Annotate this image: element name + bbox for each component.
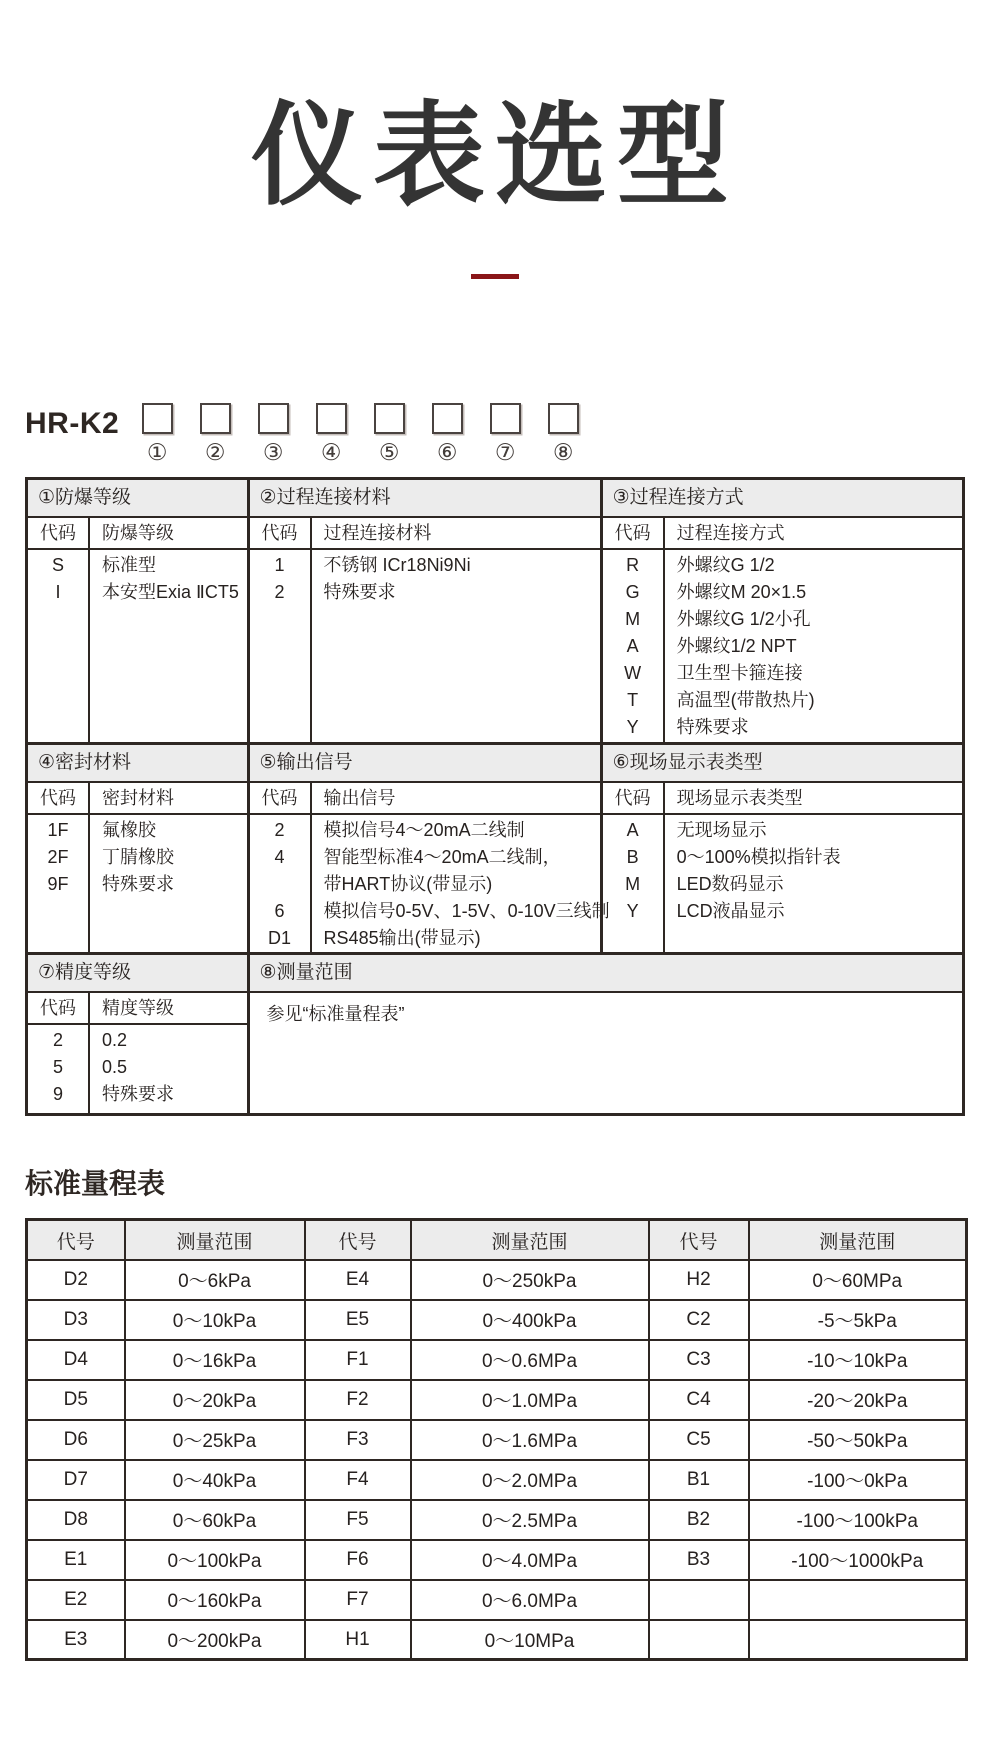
name-column-header: 过程连接材料 bbox=[323, 523, 432, 544]
name-column-header: 密封材料 bbox=[102, 788, 174, 809]
model-slots bbox=[141, 403, 579, 466]
range-value-cell: -100～1000kPa bbox=[749, 1540, 967, 1580]
code-cell: W bbox=[624, 663, 642, 684]
selection-table bbox=[25, 477, 965, 1116]
section-subheader bbox=[28, 783, 247, 815]
model-slot-box bbox=[316, 403, 347, 434]
range-code-cell bbox=[649, 1580, 749, 1620]
code-column-header: 代码 bbox=[250, 783, 312, 813]
label-cell: LED数码显示 bbox=[676, 874, 784, 895]
range-value-cell: 0～160kPa bbox=[125, 1580, 305, 1620]
model-slot bbox=[431, 403, 463, 466]
model-slot-box bbox=[142, 403, 173, 434]
range-value-cell: -50～50kPa bbox=[749, 1420, 967, 1460]
range-value-cell: 0～4.0MPa bbox=[411, 1540, 649, 1580]
column-header: 代号 bbox=[305, 1220, 411, 1260]
selection-table-row-3 bbox=[28, 952, 962, 1113]
range-value-cell: -20～20kPa bbox=[749, 1380, 967, 1420]
label-column bbox=[312, 815, 610, 952]
code-column bbox=[603, 815, 665, 952]
range-code-cell: F1 bbox=[305, 1340, 411, 1380]
standard-range-table-heading: 标准量程表 bbox=[25, 1168, 166, 1200]
code-cell: 2 bbox=[274, 820, 285, 841]
range-value-cell: 0～16kPa bbox=[125, 1340, 305, 1380]
range-code-cell: E2 bbox=[27, 1580, 125, 1620]
name-column-header: 现场显示表类型 bbox=[676, 788, 803, 809]
label-cell: 本安型Exia ⅡCT5 bbox=[102, 582, 239, 603]
name-column-header: 精度等级 bbox=[102, 998, 174, 1019]
model-slot-box bbox=[258, 403, 289, 434]
model-slot-box bbox=[548, 403, 579, 434]
code-cell: R bbox=[626, 555, 640, 576]
range-code-cell: D2 bbox=[27, 1260, 125, 1300]
range-code-cell: F5 bbox=[305, 1500, 411, 1540]
range-code-cell: E5 bbox=[305, 1300, 411, 1340]
section-header: ⑤输出信号 bbox=[250, 745, 600, 783]
range-value-cell: 0～100kPa bbox=[125, 1540, 305, 1580]
model-slot-number: ⑥ bbox=[436, 440, 458, 466]
column-header: 测量范围 bbox=[411, 1220, 649, 1260]
model-slot bbox=[373, 403, 405, 466]
model-slot bbox=[489, 403, 521, 466]
label-cell: 不锈钢 ICr18Ni9Ni bbox=[323, 555, 471, 576]
label-cell: 模拟信号0-5V、1-5V、0-10V三线制 bbox=[323, 901, 610, 922]
page-title: 仪表选型 bbox=[251, 93, 739, 218]
range-code-cell: H1 bbox=[305, 1620, 411, 1660]
code-column-header: 代码 bbox=[603, 518, 665, 548]
code-column-header: 代码 bbox=[603, 783, 665, 813]
range-code-cell: D6 bbox=[27, 1420, 125, 1460]
range-code-cell: C2 bbox=[649, 1300, 749, 1340]
label-cell: 0.2 bbox=[102, 1030, 128, 1051]
label-column bbox=[665, 815, 962, 952]
label-cell: 外螺纹G 1/2 bbox=[676, 555, 775, 576]
code-column-header: 代码 bbox=[250, 518, 312, 548]
range-code-cell: F2 bbox=[305, 1380, 411, 1420]
model-slot-number: ① bbox=[146, 440, 168, 466]
label-cell: LCD液晶显示 bbox=[676, 901, 785, 922]
model-slot-box bbox=[432, 403, 463, 434]
label-cell: 特殊要求 bbox=[676, 717, 749, 738]
measuring-range-note: 参见“标准量程表” bbox=[266, 1004, 405, 1025]
section-output-signal bbox=[247, 745, 610, 952]
code-column bbox=[28, 1025, 90, 1113]
code-cell: A bbox=[626, 820, 639, 841]
code-cell: Y bbox=[626, 717, 639, 738]
code-column bbox=[250, 815, 312, 952]
range-code-cell: D3 bbox=[27, 1300, 125, 1340]
model-code-row bbox=[25, 403, 990, 466]
code-column-header: 代码 bbox=[28, 518, 90, 548]
range-value-cell: 0～10MPa bbox=[411, 1620, 649, 1660]
model-slot bbox=[547, 403, 579, 466]
section-header: ⑧测量范围 bbox=[250, 955, 962, 993]
range-value-cell: 0～25kPa bbox=[125, 1420, 305, 1460]
range-value-cell: 0～2.5MPa bbox=[411, 1500, 649, 1540]
range-value-cell bbox=[749, 1620, 967, 1660]
label-cell: 卫生型卡箍连接 bbox=[676, 663, 803, 684]
title-accent-divider bbox=[471, 274, 519, 279]
section-subheader bbox=[250, 783, 600, 815]
table-row bbox=[27, 1340, 967, 1380]
range-code-cell: F4 bbox=[305, 1460, 411, 1500]
model-slot-number: ③ bbox=[262, 440, 284, 466]
label-cell: 外螺纹M 20×1.5 bbox=[676, 582, 807, 603]
section-subheader bbox=[28, 518, 247, 550]
model-slot-number: ② bbox=[204, 440, 226, 466]
section-process-connection-type bbox=[600, 480, 962, 742]
code-cell: 2 bbox=[274, 582, 285, 603]
range-value-cell: 0～10kPa bbox=[125, 1300, 305, 1340]
code-cell: D1 bbox=[268, 928, 292, 949]
table-row bbox=[27, 1620, 967, 1660]
section-subheader bbox=[603, 518, 962, 550]
label-column bbox=[312, 550, 600, 742]
model-code-label: HR-K2 bbox=[25, 407, 120, 440]
code-column bbox=[28, 550, 90, 742]
section-measuring-range bbox=[247, 955, 962, 1113]
range-code-cell: D7 bbox=[27, 1460, 125, 1500]
model-slot bbox=[257, 403, 289, 466]
model-slot-box bbox=[374, 403, 405, 434]
section-header: ⑥现场显示表类型 bbox=[603, 745, 962, 783]
range-value-cell: 0～60MPa bbox=[749, 1260, 967, 1300]
range-code-cell: D5 bbox=[27, 1380, 125, 1420]
label-cell: 智能型标准4～20mA二线制， bbox=[323, 847, 561, 868]
section-header: ②过程连接材料 bbox=[250, 480, 600, 518]
table-row bbox=[27, 1420, 967, 1460]
code-cell: 1 bbox=[274, 555, 285, 576]
model-slot-number: ⑧ bbox=[552, 440, 574, 466]
range-code-cell: D4 bbox=[27, 1340, 125, 1380]
label-column bbox=[90, 550, 247, 742]
section-subheader bbox=[28, 993, 247, 1025]
range-value-cell: 0～200kPa bbox=[125, 1620, 305, 1660]
model-slot-box bbox=[490, 403, 521, 434]
range-code-cell: B1 bbox=[649, 1460, 749, 1500]
table-row bbox=[27, 1380, 967, 1420]
section-header: ①防爆等级 bbox=[28, 480, 247, 518]
section-body bbox=[250, 815, 610, 952]
section-body bbox=[603, 550, 962, 742]
label-cell: 0.5 bbox=[102, 1057, 128, 1078]
range-code-cell: C4 bbox=[649, 1380, 749, 1420]
range-code-cell: F7 bbox=[305, 1580, 411, 1620]
column-header: 代号 bbox=[649, 1220, 749, 1260]
range-code-cell: F3 bbox=[305, 1420, 411, 1460]
code-cell: 9F bbox=[47, 874, 69, 895]
model-slot bbox=[141, 403, 173, 466]
code-cell: 6 bbox=[274, 901, 285, 922]
range-code-cell: H2 bbox=[649, 1260, 749, 1300]
range-value-cell bbox=[749, 1580, 967, 1620]
table-row bbox=[27, 1540, 967, 1580]
range-value-cell: 0～0.6MPa bbox=[411, 1340, 649, 1380]
code-cell: 5 bbox=[52, 1057, 63, 1078]
range-value-cell: 0～6kPa bbox=[125, 1260, 305, 1300]
section-body bbox=[28, 815, 247, 952]
column-header: 测量范围 bbox=[749, 1220, 967, 1260]
range-code-cell: F6 bbox=[305, 1540, 411, 1580]
code-cell: 1F bbox=[47, 820, 69, 841]
label-cell: 氟橡胶 bbox=[102, 820, 156, 841]
model-slot-number: ⑦ bbox=[494, 440, 516, 466]
code-cell: 9 bbox=[52, 1084, 63, 1105]
code-cell: I bbox=[55, 582, 61, 603]
code-column bbox=[28, 815, 90, 952]
table-row bbox=[27, 1500, 967, 1540]
code-cell: 4 bbox=[274, 847, 285, 868]
code-cell: B bbox=[626, 847, 639, 868]
section-process-connection-material bbox=[247, 480, 600, 742]
label-cell: 特殊要求 bbox=[323, 582, 396, 603]
section-subheader bbox=[250, 518, 600, 550]
range-code-cell: D8 bbox=[27, 1500, 125, 1540]
code-column bbox=[250, 550, 312, 742]
label-cell: 特殊要求 bbox=[102, 1084, 174, 1105]
name-column-header: 防爆等级 bbox=[102, 523, 174, 544]
range-code-cell bbox=[649, 1620, 749, 1660]
selection-table-row-2 bbox=[28, 742, 962, 952]
label-cell: 模拟信号4～20mA二线制 bbox=[323, 820, 525, 841]
standard-range-table bbox=[25, 1218, 968, 1661]
column-header: 代号 bbox=[27, 1220, 125, 1260]
label-cell: 外螺纹G 1/2小孔 bbox=[676, 609, 811, 630]
code-cell: 2F bbox=[47, 847, 69, 868]
section-accuracy-grade bbox=[28, 955, 247, 1113]
range-value-cell: -100～0kPa bbox=[749, 1460, 967, 1500]
model-slot-number: ④ bbox=[320, 440, 342, 466]
name-column-header: 输出信号 bbox=[323, 788, 396, 809]
code-cell bbox=[250, 871, 310, 898]
code-cell: 2 bbox=[52, 1030, 63, 1051]
section-header: ④密封材料 bbox=[28, 745, 247, 783]
range-value-cell: -5～5kPa bbox=[749, 1300, 967, 1340]
label-column bbox=[90, 1025, 247, 1113]
column-header: 测量范围 bbox=[125, 1220, 305, 1260]
code-column bbox=[603, 550, 665, 742]
model-slot-number: ⑤ bbox=[378, 440, 400, 466]
code-cell: G bbox=[625, 582, 640, 603]
label-cell: 外螺纹1/2 NPT bbox=[676, 636, 797, 657]
range-value-cell: -100～100kPa bbox=[749, 1500, 967, 1540]
label-cell: RS485输出(带显示) bbox=[323, 928, 481, 949]
label-cell: 0～100%模拟指针表 bbox=[676, 847, 841, 868]
model-slot bbox=[199, 403, 231, 466]
section-header: ③过程连接方式 bbox=[603, 480, 962, 518]
range-value-cell: 0～1.0MPa bbox=[411, 1380, 649, 1420]
range-value-cell: 0～2.0MPa bbox=[411, 1460, 649, 1500]
section-sealing-material bbox=[28, 745, 247, 952]
selection-table-row-1 bbox=[28, 480, 962, 742]
label-cell: 特殊要求 bbox=[102, 874, 174, 895]
range-code-cell: B2 bbox=[649, 1500, 749, 1540]
label-cell: 标准型 bbox=[102, 555, 156, 576]
code-cell: Y bbox=[626, 901, 639, 922]
section-subheader bbox=[603, 783, 962, 815]
code-column-header: 代码 bbox=[28, 783, 90, 813]
model-slot-box bbox=[200, 403, 231, 434]
range-code-cell: C3 bbox=[649, 1340, 749, 1380]
label-cell: 无现场显示 bbox=[676, 820, 767, 841]
section-body bbox=[28, 550, 247, 742]
section-header: ⑦精度等级 bbox=[28, 955, 247, 993]
range-value-cell: -10～10kPa bbox=[749, 1340, 967, 1380]
section-body bbox=[250, 550, 600, 742]
table-row bbox=[27, 1580, 967, 1620]
table-row bbox=[27, 1260, 967, 1300]
code-cell: M bbox=[625, 874, 641, 895]
code-cell: M bbox=[625, 609, 641, 630]
label-cell: 高温型(带散热片) bbox=[676, 690, 815, 711]
section-explosion-rating bbox=[28, 480, 247, 742]
range-value-cell: 0～1.6MPa bbox=[411, 1420, 649, 1460]
range-value-cell: 0～250kPa bbox=[411, 1260, 649, 1300]
label-column bbox=[665, 550, 962, 742]
code-column-header: 代码 bbox=[28, 993, 90, 1023]
range-code-cell: E4 bbox=[305, 1260, 411, 1300]
range-code-cell: C5 bbox=[649, 1420, 749, 1460]
range-value-cell: 0～20kPa bbox=[125, 1380, 305, 1420]
code-cell: S bbox=[51, 555, 64, 576]
range-value-cell: 0～400kPa bbox=[411, 1300, 649, 1340]
label-cell: 丁腈橡胶 bbox=[102, 847, 174, 868]
model-slot bbox=[315, 403, 347, 466]
range-value-cell: 0～6.0MPa bbox=[411, 1580, 649, 1620]
section-body bbox=[603, 815, 962, 952]
label-column bbox=[90, 815, 247, 952]
range-code-cell: E3 bbox=[27, 1620, 125, 1660]
range-value-cell: 0～60kPa bbox=[125, 1500, 305, 1540]
range-code-cell: E1 bbox=[27, 1540, 125, 1580]
code-cell: T bbox=[627, 690, 639, 711]
table-header-row bbox=[27, 1220, 967, 1260]
section-body bbox=[28, 1025, 247, 1113]
range-value-cell: 0～40kPa bbox=[125, 1460, 305, 1500]
range-code-cell: B3 bbox=[649, 1540, 749, 1580]
code-cell: A bbox=[626, 636, 639, 657]
table-row bbox=[27, 1300, 967, 1340]
section-display-type bbox=[600, 745, 962, 952]
table-row bbox=[27, 1460, 967, 1500]
name-column-header: 过程连接方式 bbox=[676, 523, 785, 544]
label-cell: 带HART协议(带显示) bbox=[323, 874, 493, 895]
